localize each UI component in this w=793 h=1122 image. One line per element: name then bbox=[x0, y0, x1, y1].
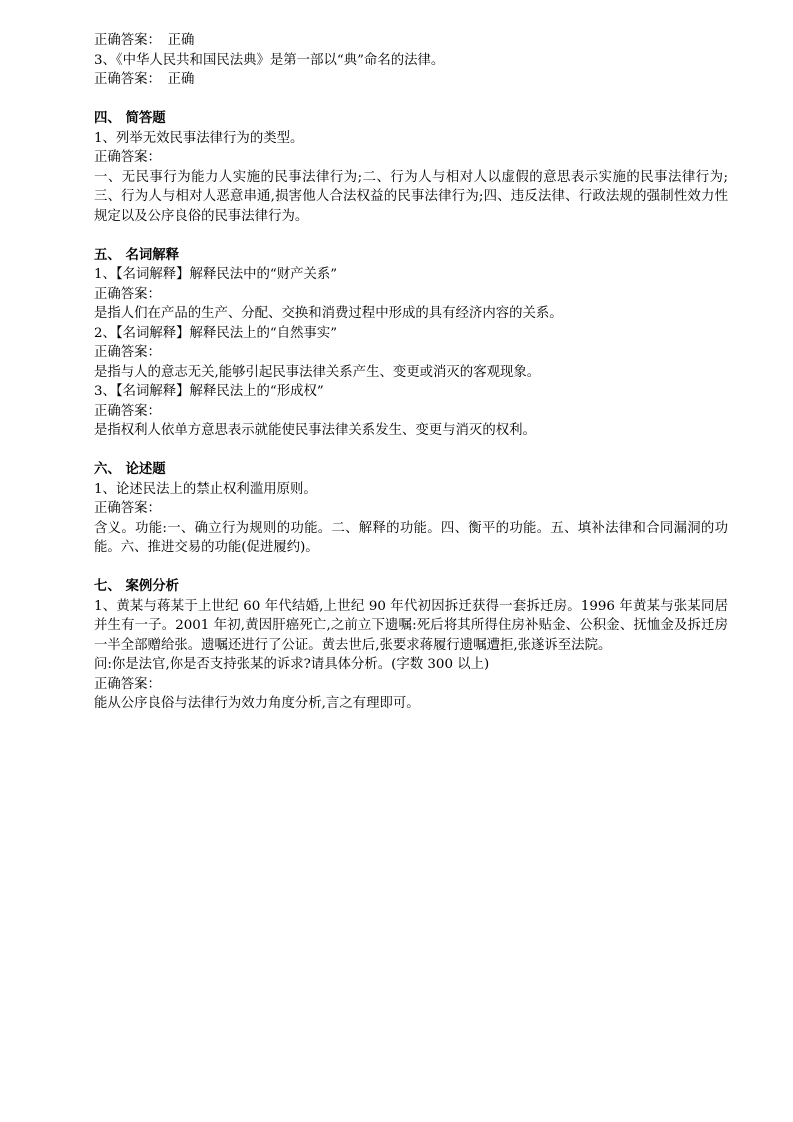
answer-label: 正确答案： bbox=[94, 345, 161, 360]
question-text: 1、论述民法上的禁止权利滥用原则。 bbox=[94, 481, 317, 497]
section-heading-essay: 六、 论述题 bbox=[94, 462, 166, 477]
answer-text: 是指人们在产品的生产、分配、交换和消费过程中形成的具有经济内容的关系。 bbox=[94, 306, 563, 321]
document-page bbox=[94, 31, 728, 714]
answer-label: 正确答案： bbox=[94, 676, 161, 692]
answer-text: 是指权利人依单方意思表示就能使民事法律关系发生、变更与消灭的权利。 bbox=[94, 423, 536, 438]
question-text: 2、【名词解释】解释民法上的“自然事实” bbox=[94, 325, 338, 341]
section-heading-case-analysis: 七、 案例分析 bbox=[94, 579, 180, 594]
section-heading-term-explanation: 五、 名词解释 bbox=[94, 247, 180, 263]
question-text: 问:你是法官,你是否支持张某的诉求?请具体分析。(字数 300 以上) bbox=[94, 657, 490, 672]
question-text: 1、列举无效民事法律行为的类型。 bbox=[94, 130, 304, 146]
section-heading-short-answer: 四、 简答题 bbox=[94, 111, 166, 126]
answer-text: 是指与人的意志无关,能够引起民事法律关系产生、变更或消灭的客观现象。 bbox=[94, 364, 541, 380]
answer-label: 正确答案： bbox=[94, 150, 161, 165]
answer-text: 含义。功能:一、确立行为规则的功能。二、解释的功能。四、衡平的功能。五、填补法律和合同漏洞的功能。六、推进交易的功能(促进履约)。 bbox=[94, 520, 728, 555]
question-text: 3、【名词解释】解释民法上的“形成权” bbox=[94, 384, 324, 399]
answer-label: 正确答案： bbox=[94, 403, 161, 419]
answer-label: 正确答案： bbox=[94, 501, 161, 516]
answer-label: 正确答案： bbox=[94, 286, 161, 302]
answer-line: 正确答案： 正确 bbox=[94, 72, 195, 87]
answer-text: 一、无民事行为能力人实施的民事法律行为;二、行为人与相对人以虚假的意思表示实施的民事法律行为;三、行为人与相对人恶意串通,损害他人合法权益的民事法律行为;四、违反法律、行政法规的强制性效力性规定以及公序良俗的民事法律行为。 bbox=[94, 169, 728, 224]
answer-text: 能从公序良俗与法律行为效力角度分析,言之有理即可。 bbox=[94, 696, 420, 711]
question-text: 1、【名词解释】解释民法中的“财产关系” bbox=[94, 267, 338, 282]
answer-line: 正确答案： 正确 bbox=[94, 33, 195, 48]
case-text: 1、黄某与蒋某于上世纪 60 年代结婚,上世纪 90 年代初因拆迁获得一套拆迁房。1996 年黄某与张某同居并生有一子。2001 年初,黄因肝癌死亡,之前立下遗嘱:死后将其所得住房补贴金、公积金、抚恤金及拆迁房一半全部赠给张。遗嘱还进行了公证。黄去世后,张要求蒋履行遗嘱遭拒,张遂诉至法院。 bbox=[94, 598, 728, 653]
question-text: 3、《中华人民共和国民法典》是第一部以“典”命名的法律。 bbox=[94, 52, 445, 68]
